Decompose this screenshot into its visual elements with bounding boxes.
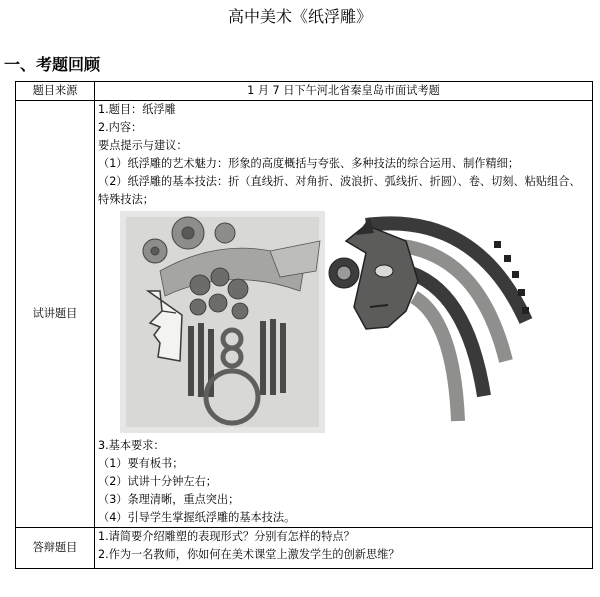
relief-figures bbox=[98, 209, 589, 437]
source-label: 题目来源 bbox=[16, 82, 95, 101]
paper-relief-face-image bbox=[120, 211, 325, 433]
requirement-1: （1）要有板书； bbox=[98, 457, 184, 470]
trial-content-heading: 2.内容： bbox=[98, 121, 143, 134]
face-relief-illustration bbox=[120, 211, 325, 433]
answer-question-1: 1.请简要介绍雕塑的表现形式？分别有怎样的特点？ bbox=[98, 530, 355, 543]
requirement-2: （2）试讲十分钟左右； bbox=[98, 475, 217, 488]
requirement-3: （3）条理清晰，重点突出； bbox=[98, 493, 240, 506]
table-row-source bbox=[16, 82, 593, 101]
requirements-heading: 3.基本要求： bbox=[98, 439, 165, 452]
trial-tips-heading: 要点提示与建议： bbox=[98, 139, 188, 152]
answer-content bbox=[95, 528, 593, 569]
table-row-answer bbox=[16, 528, 593, 569]
trial-label: 试讲题目 bbox=[16, 101, 95, 528]
source-value: 1 月 7 日下午河北省秦皇岛市面试考题 bbox=[95, 82, 593, 101]
document-title: 高中美术《纸浮雕》 bbox=[227, 7, 372, 26]
table-row-trial bbox=[16, 101, 593, 528]
trial-tip-2: （2）纸浮雕的基本技法：折（直线折、对角折、波浪折、弧线折、折圆）、卷、切刻、粘贴组合、特殊技法； bbox=[98, 175, 581, 206]
answer-question-2: 2.作为一名教师，你如何在美术课堂上激发学生的创新思维？ bbox=[98, 548, 400, 561]
section-heading: 一、考题回顾 bbox=[4, 55, 101, 74]
answer-label: 答辩题目 bbox=[16, 528, 95, 569]
exam-table bbox=[15, 81, 593, 569]
paper-relief-horse-image bbox=[326, 211, 536, 433]
requirement-4: （4）引导学生掌握纸浮雕的基本技法。 bbox=[98, 511, 296, 524]
horse-relief-illustration bbox=[326, 211, 536, 433]
trial-content bbox=[95, 101, 593, 528]
trial-tip-1: （1）纸浮雕的艺术魅力：形象的高度概括与夸张、多种技法的综合运用、制作精细； bbox=[98, 157, 520, 170]
trial-topic: 1.题目：纸浮雕 bbox=[98, 103, 176, 116]
